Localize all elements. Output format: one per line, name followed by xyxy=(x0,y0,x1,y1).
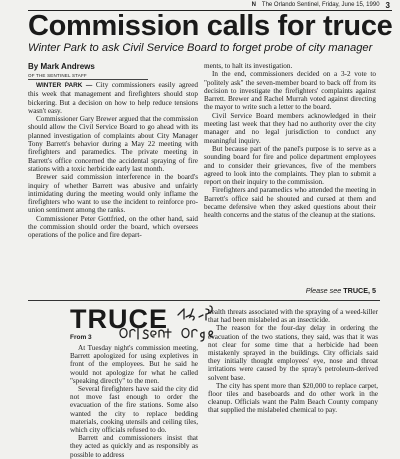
continuation-column-1 xyxy=(70,344,198,459)
headline: Commission calls for truce xyxy=(28,10,393,42)
paragraph: The city has spent more than $20,000 to replace carpet, floor tiles and baseboards and do other work in the cleanup. Officials want the Palm Beach County company that supplied the mislabeled chemical to pay. xyxy=(208,381,378,415)
paragraph: Barrett and commissioners insist that they acted as quickly and as responsibly as possible to address xyxy=(70,434,198,459)
jump-target: TRUCE, 5 xyxy=(343,286,376,295)
section-letter: N xyxy=(251,2,256,8)
staff-credit: OF THE SENTINEL STAFF xyxy=(28,73,87,78)
paragraph: Civil Service Board members acknowledged in their meeting last week that they had no authority over the city manager and no legal jurisdiction to conduct any meaningful inquiry. xyxy=(204,111,376,145)
byline: By Mark Andrews xyxy=(28,62,95,71)
page-number: 3 xyxy=(385,0,390,10)
article-column-2 xyxy=(204,62,376,220)
handwritten-note xyxy=(116,305,216,345)
paragraph xyxy=(28,81,198,115)
continuation-head: TRUCE xyxy=(70,304,168,334)
paragraph: Commissioner Peter Gottfried, on the other hand, said the commission should order the board, which oversees operations of the police and fire depart- xyxy=(28,214,198,240)
paragraph: In the end, commissioners decided on a 3-2 vote to "politely ask" the seven-member board to back off from its decision to investigate the firefighters' complaints against Barrett. Brewer and Rachel Murrah voted against directing the mayor to write such a letter to the board. xyxy=(204,70,376,112)
paragraph: Firefighters and paramedics who attended the meeting in Barrett's office said he shouted and cursed at them and became defensive when they asked questions about their health concerns and the status of the cleanup at the stations. xyxy=(204,186,376,220)
paragraph: ments, to halt its investigation. xyxy=(204,62,293,70)
jump-text: Please see xyxy=(305,286,342,295)
deck: Winter Park to ask Civil Service Board to forget probe of city manager xyxy=(28,42,373,54)
masthead xyxy=(0,0,400,10)
jump-line xyxy=(306,286,376,295)
paragraph: At Tuesday night's commission meeting, Barrett apologized for using expletives in front of the employees. But he said he would not apologize for what he called "speaking directly" to the men. xyxy=(70,344,198,385)
paragraph: health threats associated with the spraying of a weed-killer that had been mislabeled as an insecticide. xyxy=(208,308,378,325)
paragraph-text: City commissioners easily agreed this week that management and firefighters should stop bickering. But a decision on how to help reduce tensions wasn't easy. xyxy=(28,81,199,115)
section-divider xyxy=(28,300,380,301)
dateline: WINTER PARK — xyxy=(36,82,93,89)
from-line: From 3 xyxy=(70,334,92,341)
continuation-column-2 xyxy=(208,308,378,415)
byline-rule xyxy=(28,79,148,80)
paragraph: But because part of the panel's purpose is to serve as a sounding board for fire and police department employees and to consider their grievances, five of the members agreed to look into the complaints. They plan to submit a report on their inquiry to the commission. xyxy=(204,144,376,187)
paper-dateline: The Orlando Sentinel, Friday, June 15, 1990 xyxy=(261,2,380,8)
paragraph: Several firefighters have said the city did not move fast enough to order the evacuation of the fire stations. Some also wanted the city to replace bedding materials, cooking utensils and ceiling tiles, which city officials refused to do. xyxy=(70,385,198,435)
paragraph: Brewer said commission interference in the board's inquiry of whether Barrett was abusive and unfairly intimidating during the meeting would only inflame the firefighters who want to use the incident to reinforce pro-union sentiment among the ranks. xyxy=(28,173,198,215)
paragraph: The reason for the four-day delay in ordering the evacuation of the two stations, they said, was that it was not clear for some time that a herbicide had been mistakenly sprayed in the buildings. City officials said they initially thought employees' eye, nose and throat irritations were caused by the spray's petroleum-derived solvent base. xyxy=(208,324,378,382)
paragraph: Commissioner Gary Brewer argued that the commission should allow the Civil Service Board to go ahead with its planned investigation of complaints about City Manager Tony Barrett's behavior during a May 22 meeting with firefighters and paramedics. The private meeting in Barrett's office concerned the accidental spraying of fire stations with a toxic herbicide early last month. xyxy=(28,115,198,173)
article-column-1 xyxy=(28,81,198,240)
